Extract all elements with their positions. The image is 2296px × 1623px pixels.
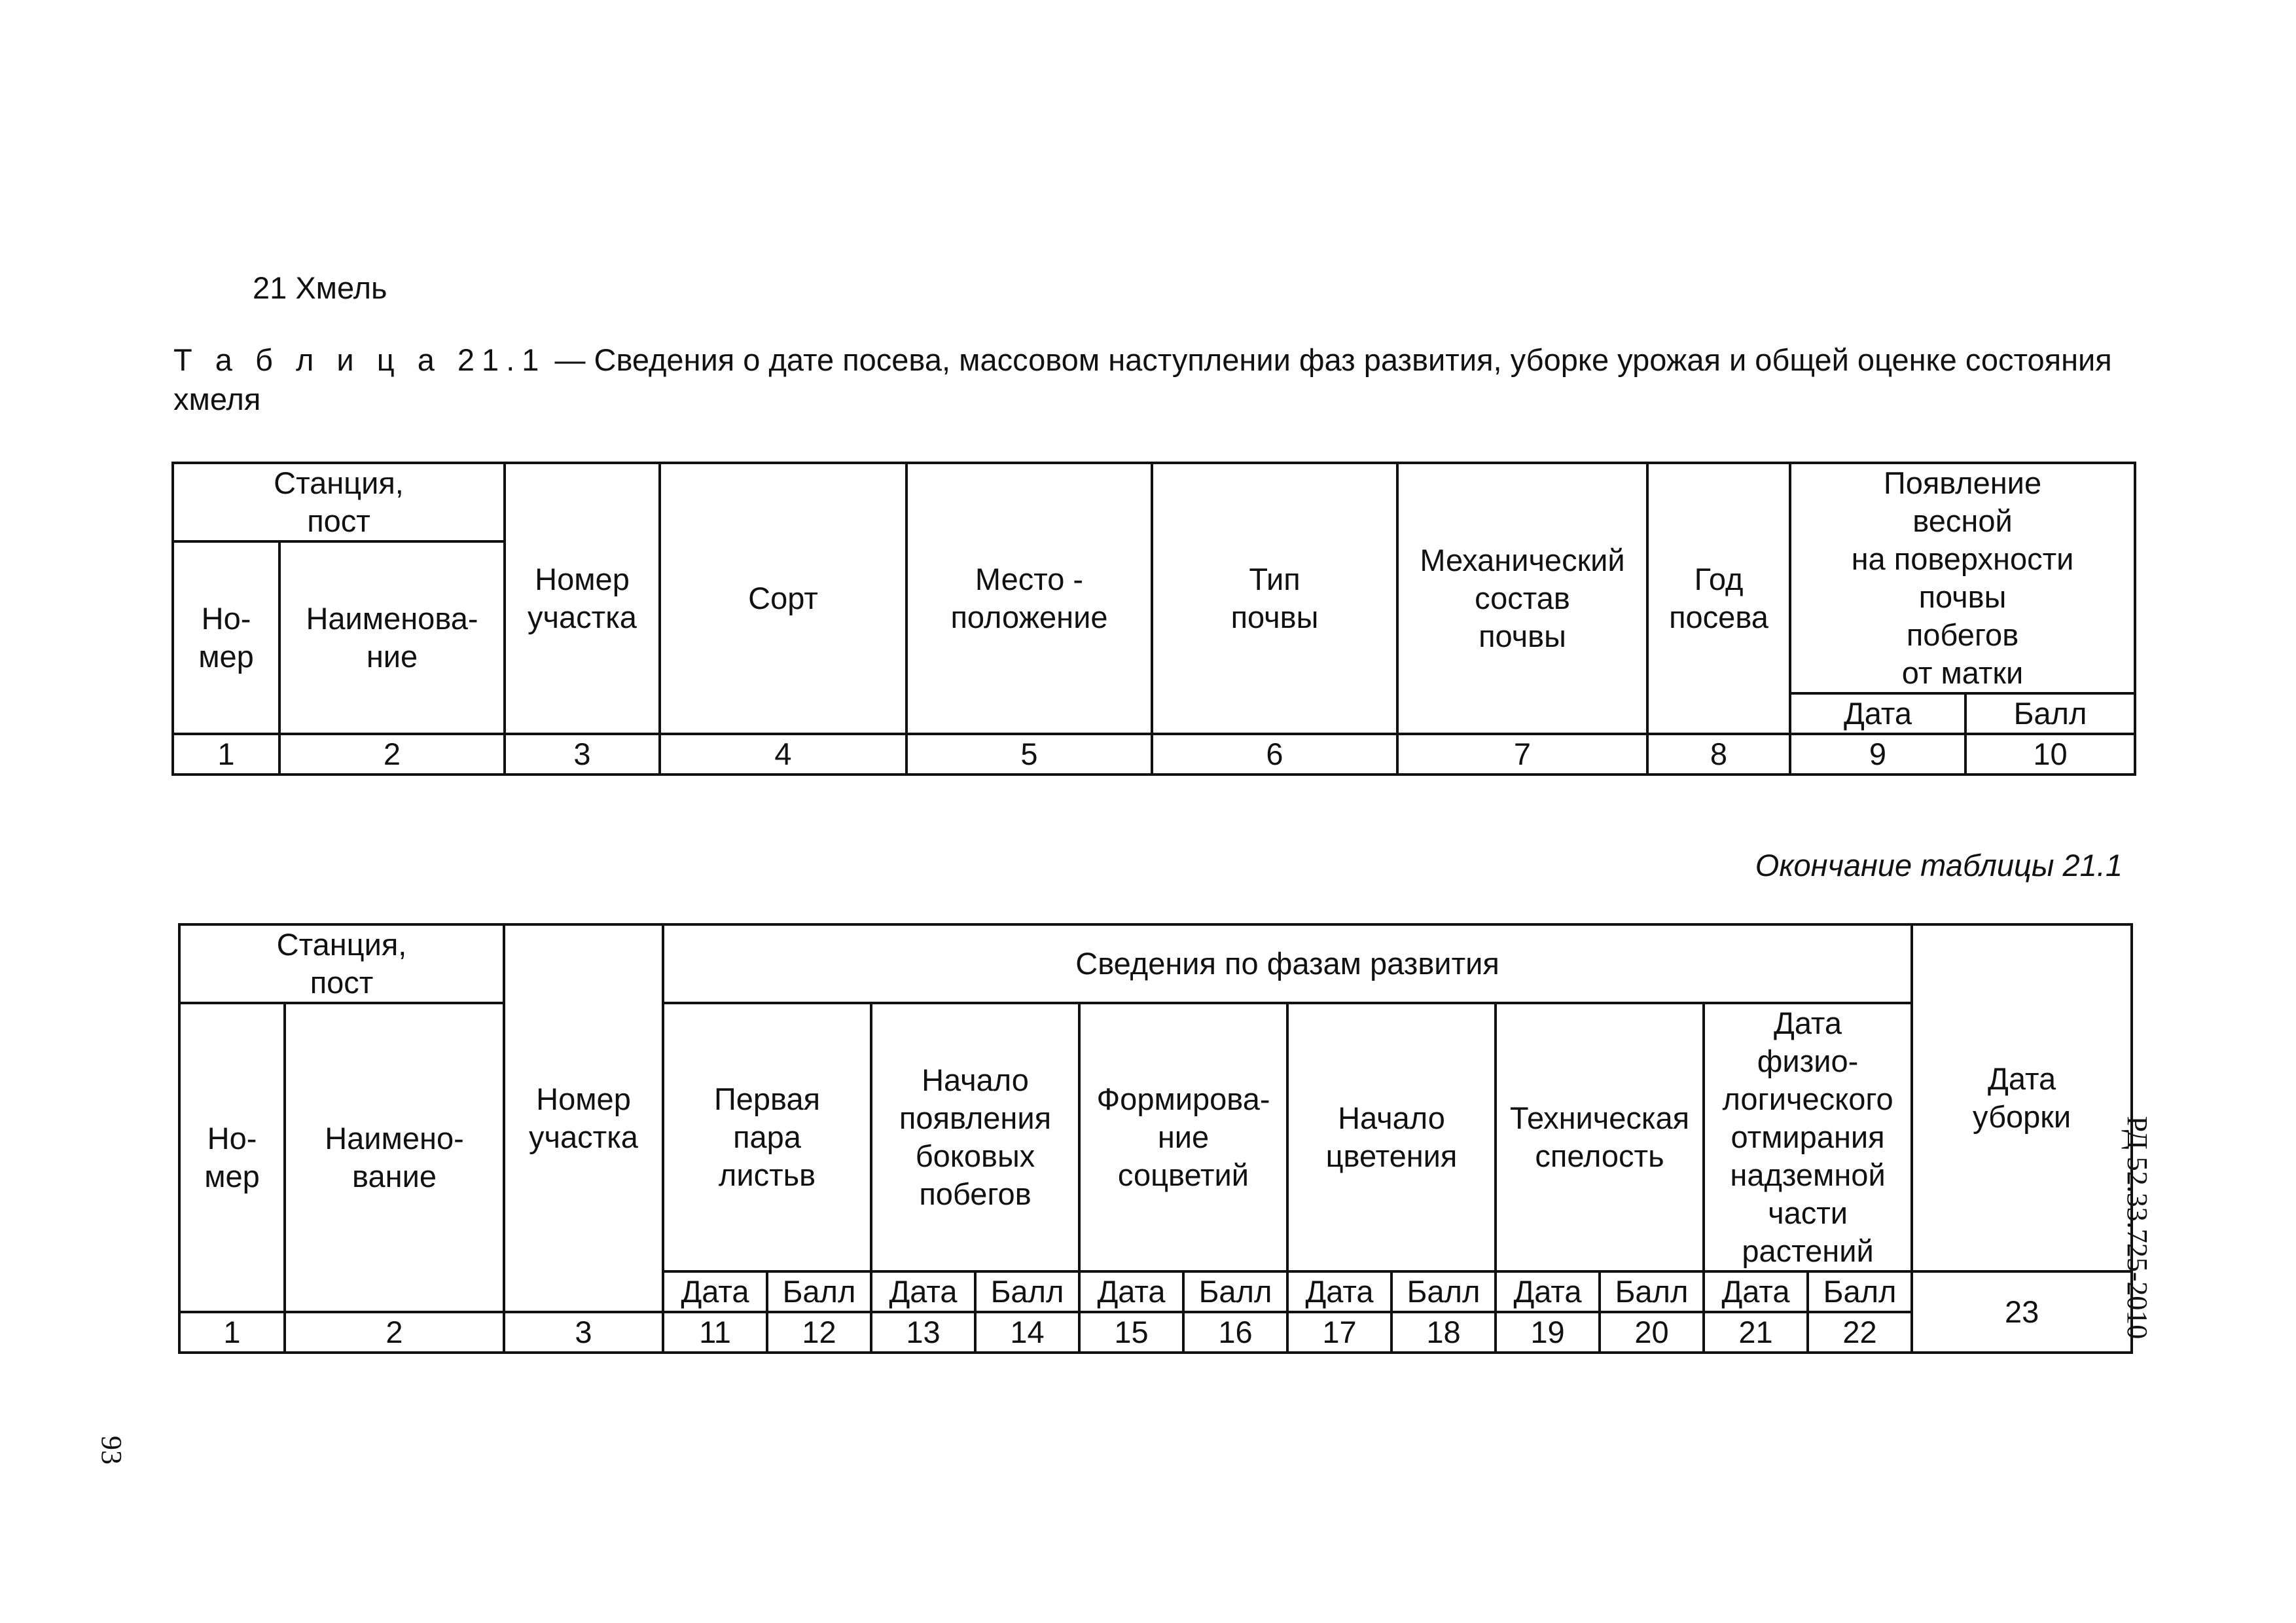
table-caption xyxy=(173,340,2137,419)
column-number: 17 xyxy=(1287,1312,1391,1353)
section-title: 21 Хмель xyxy=(253,270,387,305)
header-date: Дата xyxy=(1496,1271,1600,1312)
header-score: Балл xyxy=(1808,1271,1912,1312)
header-name: Наименова- ние xyxy=(279,541,505,734)
header-date: Дата xyxy=(871,1271,975,1312)
column-number: 9 xyxy=(1790,734,1965,775)
header-location: Место - положение xyxy=(906,463,1152,734)
document-code: РД 52.33.725-2010 xyxy=(2121,1116,2153,1340)
column-number: 18 xyxy=(1391,1312,1496,1353)
column-number: 19 xyxy=(1496,1312,1600,1353)
column-number: 1 xyxy=(173,734,279,775)
header-sowing-year: Год посева xyxy=(1647,463,1790,734)
table-caption-text: — Сведения о дате посева, массовом наступлении фаз развития, уборке урожая и общей оценке состояния хмеля xyxy=(173,342,2112,416)
header-phases-group: Сведения по фазам развития xyxy=(663,924,1912,1003)
table-caption-prefix: Т а б л и ц а 21.1 xyxy=(173,342,547,377)
table-21-1 xyxy=(171,462,2136,776)
header-date: Дата xyxy=(1790,693,1965,734)
column-number: 2 xyxy=(279,734,505,775)
header-date: Дата xyxy=(1287,1271,1391,1312)
header-phase-die-off: Дата физио- логического отмирания надземной части растений xyxy=(1704,1003,1912,1271)
column-number: 20 xyxy=(1600,1312,1704,1353)
column-number: 23 xyxy=(1912,1271,2132,1353)
header-score: Балл xyxy=(1965,693,2135,734)
header-score: Балл xyxy=(767,1271,871,1312)
column-number: 10 xyxy=(1965,734,2135,775)
header-date: Дата xyxy=(1704,1271,1808,1312)
column-number: 11 xyxy=(663,1312,767,1353)
column-number: 3 xyxy=(505,734,660,775)
header-station-post: Станция, пост xyxy=(173,463,505,541)
header-variety: Сорт xyxy=(660,463,906,734)
column-number: 3 xyxy=(504,1312,663,1353)
column-number: 1 xyxy=(179,1312,285,1353)
column-number: 14 xyxy=(975,1312,1079,1353)
column-number: 6 xyxy=(1152,734,1397,775)
header-name: Наимено- вание xyxy=(285,1003,504,1312)
header-harvest-date: Дата уборки xyxy=(1912,924,2132,1271)
continuation-label: Окончание таблицы 21.1 xyxy=(1755,848,2123,883)
header-soil-composition: Механический состав почвы xyxy=(1397,463,1647,734)
header-number: Но- мер xyxy=(173,541,279,734)
header-phase-technical-ripeness: Техническая спелость xyxy=(1496,1003,1704,1271)
header-score: Балл xyxy=(1391,1271,1496,1312)
page-number: 93 xyxy=(96,1436,128,1465)
header-phase-flowering: Начало цветения xyxy=(1287,1003,1496,1271)
column-number: 2 xyxy=(285,1312,504,1353)
header-phase-first-leaves: Первая пара листьв xyxy=(663,1003,871,1271)
column-number: 4 xyxy=(660,734,906,775)
header-spring-emergence: Появление весной на поверхности почвы побегов от матки xyxy=(1790,463,2135,693)
column-number: 15 xyxy=(1079,1312,1183,1353)
header-plot-number: Номер участка xyxy=(504,924,663,1312)
column-number: 8 xyxy=(1647,734,1790,775)
column-number: 7 xyxy=(1397,734,1647,775)
header-score: Балл xyxy=(1600,1271,1704,1312)
header-number: Но- мер xyxy=(179,1003,285,1312)
column-number: 13 xyxy=(871,1312,975,1353)
table-21-1-continuation xyxy=(178,923,2133,1354)
header-station-post: Станция, пост xyxy=(179,924,504,1003)
column-number: 12 xyxy=(767,1312,871,1353)
header-date: Дата xyxy=(663,1271,767,1312)
column-number: 21 xyxy=(1704,1312,1808,1353)
header-soil-type: Тип почвы xyxy=(1152,463,1397,734)
column-number: 5 xyxy=(906,734,1152,775)
header-plot-number: Номер участка xyxy=(505,463,660,734)
header-score: Балл xyxy=(975,1271,1079,1312)
column-number: 16 xyxy=(1183,1312,1287,1353)
column-number: 22 xyxy=(1808,1312,1912,1353)
header-score: Балл xyxy=(1183,1271,1287,1312)
column-number-row xyxy=(179,1312,2132,1353)
header-phase-inflorescence: Формирова- ние соцветий xyxy=(1079,1003,1287,1271)
header-phase-side-shoots: Начало появления боковых побегов xyxy=(871,1003,1079,1271)
header-date: Дата xyxy=(1079,1271,1183,1312)
column-number-row xyxy=(173,734,2135,775)
